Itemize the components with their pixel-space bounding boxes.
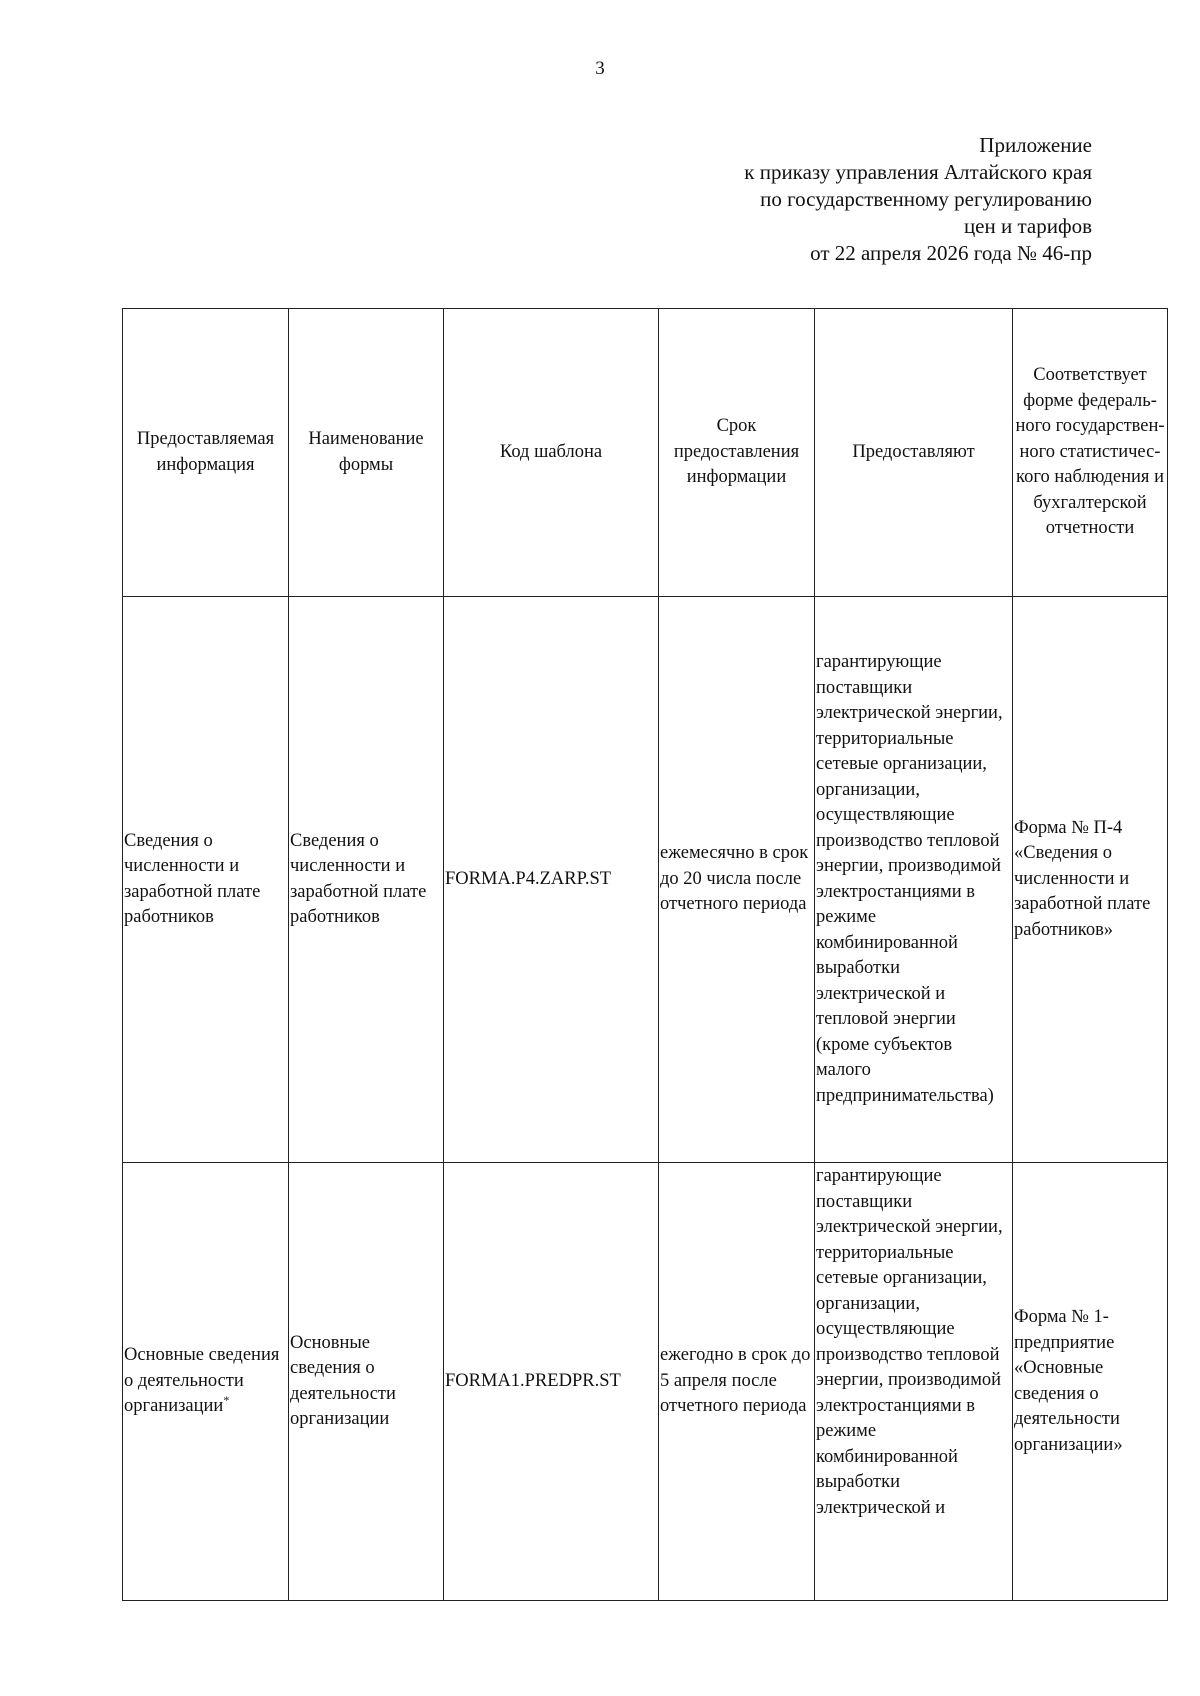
- appendix-line: от 22 апреля 2026 года № 46-пр: [810, 241, 1092, 265]
- appendix-heading: [572, 132, 1092, 267]
- page-number: 3: [595, 58, 605, 79]
- appendix-line: по государственному регулированию: [760, 187, 1092, 211]
- table-header-row: [123, 309, 1168, 597]
- cell-text: Основные сведения о деятельности организации: [290, 1332, 396, 1429]
- cell-text: FORMA.P4.ZARP.ST: [445, 868, 612, 889]
- cell-text: ежегодно в срок до 5 апреля после отчетного периода: [660, 1345, 811, 1417]
- header-label: Соответствует форме федераль-ного государствен-ного статистичес-кого наблюдения и бухгалтерской отчетности: [1015, 365, 1165, 539]
- header-label: Код шаблона: [499, 441, 603, 462]
- header-label: Предоставляемая информация: [136, 429, 275, 475]
- header-label: Предоставляют: [852, 441, 975, 462]
- appendix-line: к приказу управления Алтайского края: [744, 160, 1092, 184]
- cell-info: [123, 1163, 289, 1601]
- header-cell-info: [123, 309, 289, 597]
- cell-text: ежемесячно в срок до 20 числа после отчетного периода: [660, 843, 809, 915]
- cell-text-wrap: [124, 1343, 287, 1420]
- table-row: [123, 597, 1168, 1163]
- header-label: Наименование формы: [308, 429, 424, 475]
- cell-deadline: [659, 1163, 815, 1601]
- header-label: Срок предоставления информации: [673, 416, 800, 488]
- cell-form-name: [289, 597, 444, 1163]
- appendix-line: цен и тарифов: [963, 214, 1092, 238]
- header-cell-providers: [815, 309, 1013, 597]
- footnote-mark: *: [223, 1393, 230, 1408]
- cell-text: Форма № П-4 «Сведения о численности и заработной плате работников»: [1014, 817, 1151, 940]
- cell-text: Основные сведения о деятельности организации: [124, 1345, 280, 1417]
- cell-info: [123, 597, 289, 1163]
- header-cell-form-name: [289, 309, 444, 597]
- cell-deadline: [659, 597, 815, 1163]
- table-row: [123, 1163, 1168, 1601]
- cell-template-code: [444, 1163, 659, 1601]
- cell-text: Форма № 1-предприятие «Основные сведения о деятельности организации»: [1014, 1307, 1123, 1455]
- header-cell-federal-form: [1013, 309, 1168, 597]
- reporting-table: [122, 308, 1168, 1601]
- cell-text: Сведения о численности и заработной плате работников: [124, 830, 261, 927]
- cell-text: Сведения о численности и заработной плате работников: [290, 830, 427, 927]
- cell-providers: [815, 1163, 1013, 1601]
- cell-text: гарантирующие поставщики электрической энергии, территориальные сетевые организации, организации, осуществляющие производство тепловой энергии, производимой электростанциями в режиме комбинированной выработки электрической и: [816, 1166, 1003, 1518]
- cell-federal-form: [1013, 597, 1168, 1163]
- header-cell-deadline: [659, 309, 815, 597]
- cell-form-name: [289, 1163, 444, 1601]
- cell-providers: [815, 597, 1013, 1163]
- cell-template-code: [444, 597, 659, 1163]
- cell-text: гарантирующие поставщики электрической энергии, территориальные сетевые организации, организации, осуществляющие производство тепловой энергии, производимой электростанциями в режиме комбинированной выработки электрической и тепловой энергии (кроме субъектов малого предпринимательства): [816, 652, 1003, 1106]
- appendix-line: Приложение: [979, 133, 1092, 157]
- cell-text: FORMA1.PREDPR.ST: [445, 1370, 621, 1391]
- header-cell-template-code: [444, 309, 659, 597]
- cell-federal-form: [1013, 1163, 1168, 1601]
